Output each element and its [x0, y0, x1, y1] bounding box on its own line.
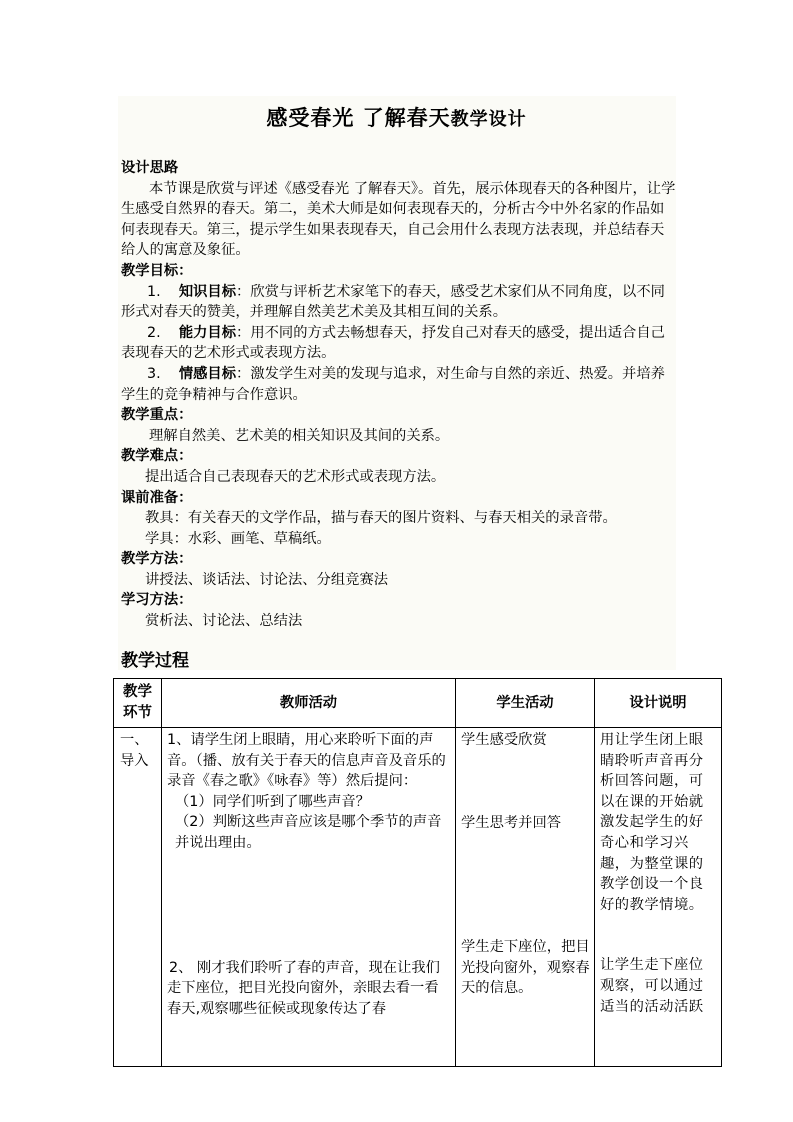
header-stage	[114, 679, 162, 728]
goal-label: 能力目标	[178, 324, 237, 341]
teaching-methods-heading: 教学方法：	[121, 551, 193, 568]
stage-cell	[114, 728, 162, 1067]
student-activity-2: 学生思考并回答	[461, 814, 562, 831]
design-cell	[595, 728, 722, 1067]
design-idea-text: 本节课是欣赏与评述《感受春光 了解春天》。首先，展示体现春天的各种图片，让学生感受自然界的春天。第二，美术大师是如何表现春天的，分析古今中外名家的作品如何表现春天。第三，提示学生如果表现春天，自己会用什么表现方法表现，并总结春天给人的寓意及象征。	[121, 180, 676, 259]
process-heading: 教学过程	[121, 651, 189, 671]
goal-label: 情感目标	[178, 365, 237, 382]
difficulties-text: 提出适合自己表现春天的艺术形式或表现方法。	[145, 468, 446, 485]
header-teacher: 教师活动	[162, 679, 456, 728]
goal-number: 2.	[147, 324, 161, 341]
design-note-2: 让学生走下座位观察，可以通过适当的活动活跃	[600, 957, 704, 1015]
spacer	[461, 833, 590, 937]
design-idea-heading: 设计思路	[121, 160, 179, 176]
difficulties-heading: 教学难点：	[121, 448, 193, 465]
teacher-activity-2: 2、 刚才我们聆听了春的声音，现在让我们走下座位，把目光投向窗外，亲眼去看一看春天,观察哪些征候或现象传达了春	[167, 959, 440, 1017]
spacer	[600, 915, 717, 955]
header-stage-line2: 环节	[123, 705, 152, 721]
goal-text: ：激发学生对美的发现与追求，对生命与自然的亲近、热爱。并培养学生的竞争精神与合作意识。	[121, 365, 665, 403]
title-main: 感受春光 了解春天	[266, 105, 451, 130]
goal-item-1	[121, 282, 676, 323]
goal-text: ：用不同的方式去畅想春天，抒发自己对春天的感受，提出适合自己表现春天的艺术形式或表现方法。	[121, 324, 665, 362]
spacer	[461, 751, 590, 813]
table-header-row	[114, 679, 722, 728]
page-title	[0, 102, 793, 132]
teacher-cell	[162, 728, 456, 1067]
teacher-question-1: （1）同学们听到了哪些声音？	[175, 793, 370, 810]
goal-item-2	[121, 323, 676, 364]
goal-item-3	[121, 364, 676, 405]
process-table	[113, 678, 722, 1067]
teaching-methods-text: 讲授法、谈话法、讨论法、分组竞赛法	[145, 571, 389, 588]
goal-number: 1.	[147, 283, 161, 300]
preparation-student: 学具：水彩、画笔、草稿纸。	[145, 530, 331, 547]
student-activity-1: 学生感受欣赏	[461, 732, 547, 748]
lesson-body	[121, 158, 676, 632]
teacher-question-2: （2）判断这些声音应该是哪个季节的声音并说出理由。	[175, 814, 442, 851]
preparation-heading: 课前准备：	[121, 489, 193, 506]
student-cell	[456, 728, 595, 1067]
title-suffix: 教学设计	[450, 109, 527, 130]
learning-methods-text: 赏析法、讨论法、总结法	[145, 613, 303, 630]
key-points-text: 理解自然美、艺术美的相关知识及其间的关系。	[149, 427, 450, 444]
key-points-heading: 教学重点：	[121, 407, 193, 424]
preparation-teacher: 教具：有关春天的文学作品，描与春天的图片资料、与春天相关的录音带。	[145, 510, 617, 527]
design-note-1: 用让学生闭上眼睛聆听声音再分析回答问题，可以在课的开始就激发起学生的好奇心和学习兴趣，为整堂课的教学创设一个良好的教学情境。	[600, 732, 704, 913]
student-activity-3: 学生走下座位，把目光投向窗外，观察春天的信息。	[461, 939, 590, 997]
stage-line1: 一、	[120, 732, 149, 748]
goal-text: ：欣赏与评析艺术家笔下的春天，感受艺术家们从不同角度，以不同形式对春天的赞美，并理解自然美艺术美及其相互间的关系。	[121, 283, 665, 321]
header-stage-line1: 教学	[123, 684, 152, 700]
spacer	[167, 854, 451, 958]
goals-heading: 教学目标：	[121, 262, 193, 279]
table-row	[114, 728, 722, 1067]
header-student: 学生活动	[456, 679, 595, 728]
learning-methods-heading: 学习方法：	[121, 592, 193, 609]
goal-label: 知识目标	[178, 283, 237, 300]
teacher-activity-1: 1、请学生闭上眼睛，用心来聆听下面的声音。（播、放有关于春天的信息声音及音乐的录音《春之歌》《咏春》等）然后提问：	[167, 732, 446, 790]
stage-line2: 导入	[120, 752, 149, 769]
goal-number: 3.	[147, 365, 161, 382]
header-design: 设计说明	[595, 679, 722, 728]
